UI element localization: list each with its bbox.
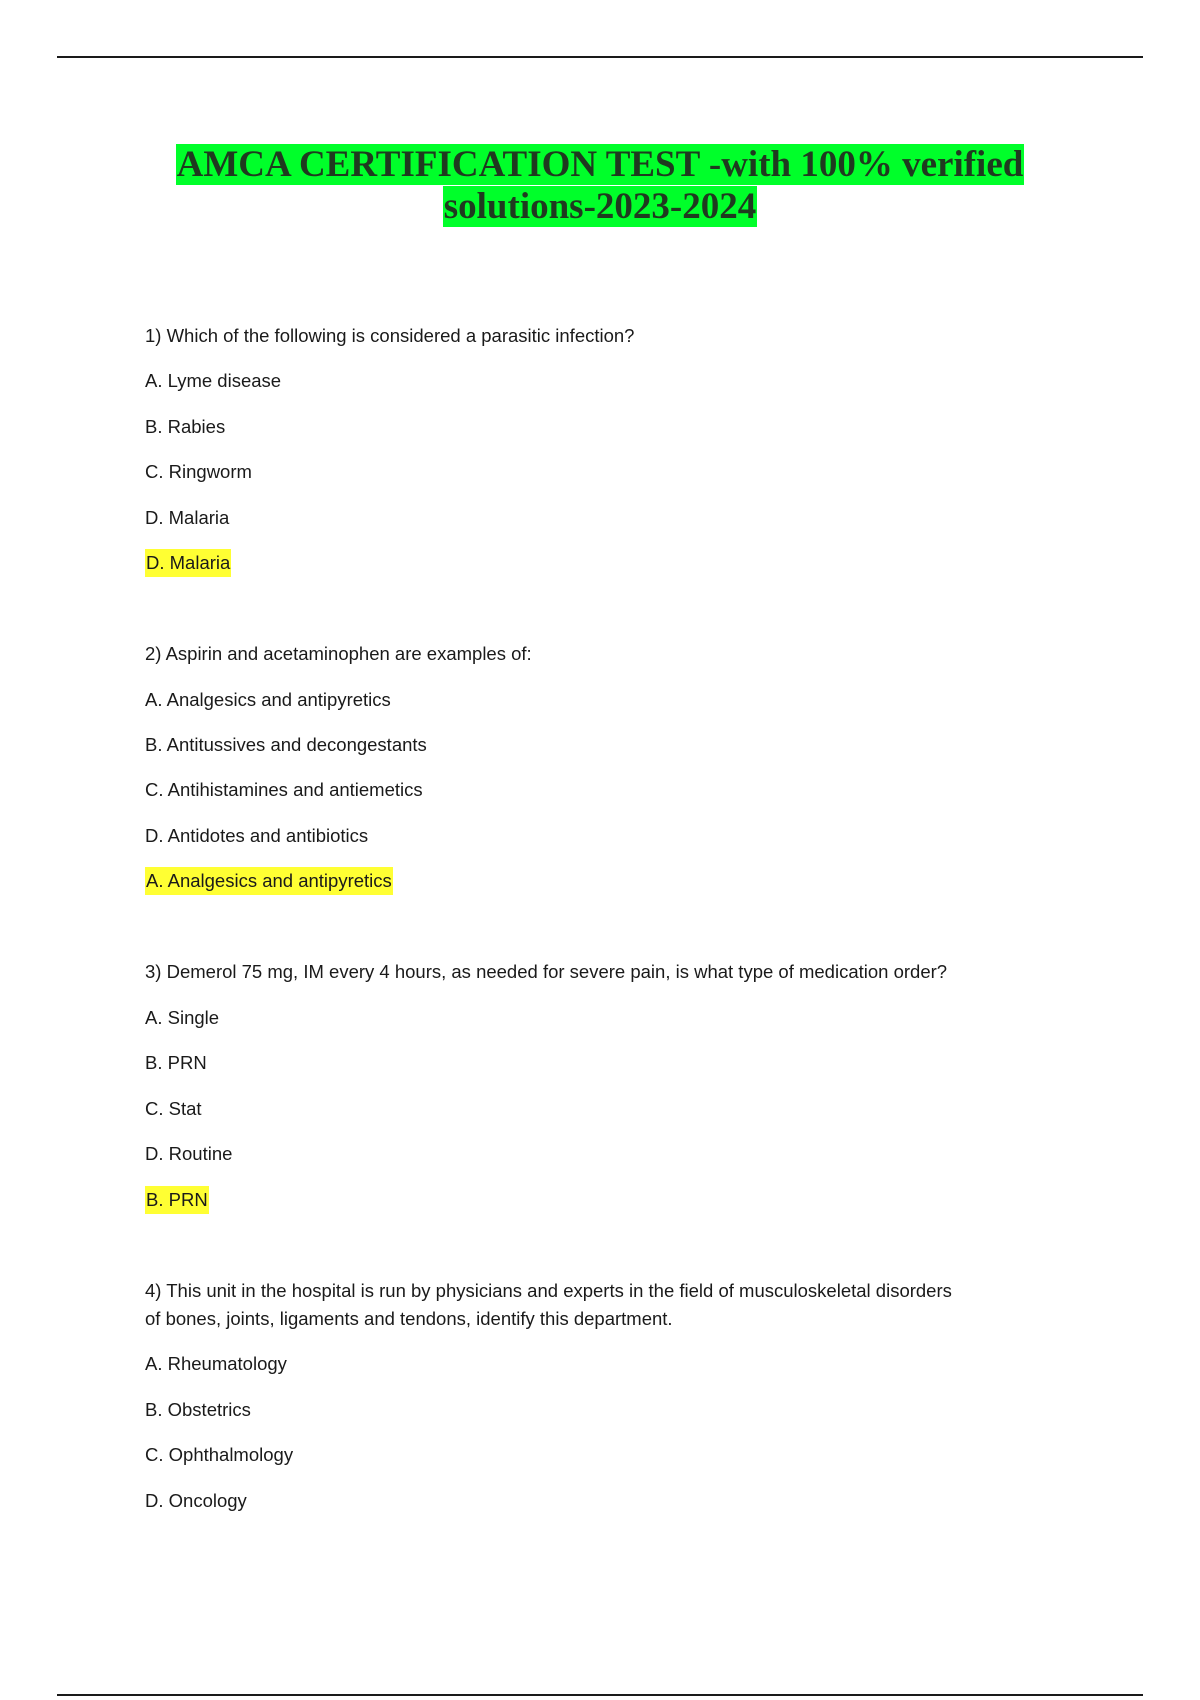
question-3-answer — [145, 1186, 209, 1214]
question-3-option-c: C. Stat — [145, 1098, 202, 1119]
question-2-option-b: B. Antitussives and decongestants — [145, 734, 427, 755]
question-2-answer — [145, 867, 393, 895]
question-2-option-d: D. Antidotes and antibiotics — [145, 825, 369, 846]
question-1-option-c: C. Ringworm — [145, 461, 252, 482]
question-1-text: 1) Which of the following is considered a parasitic infection? — [145, 325, 635, 346]
question-3-option-d: D. Routine — [145, 1143, 233, 1164]
answer-highlight: D. Malaria — [145, 549, 231, 577]
answer-highlight: B. PRN — [145, 1186, 209, 1214]
question-4-text-line-2: of bones, joints, ligaments and tendons, identify this department. — [145, 1308, 673, 1329]
question-2-option-c: C. Antihistamines and antiemetics — [145, 779, 423, 800]
question-3-text: 3) Demerol 75 mg, IM every 4 hours, as needed for severe pain, is what type of medication order? — [145, 961, 948, 982]
title-line-2: solutions-2023-2024 — [443, 186, 757, 227]
answer-highlight: A. Analgesics and antipyretics — [145, 867, 393, 895]
question-3-option-b: B. PRN — [145, 1052, 207, 1073]
document-title — [0, 144, 1200, 228]
header-rule — [57, 56, 1143, 58]
question-2-text: 2) Aspirin and acetaminophen are examples of: — [145, 643, 532, 664]
question-1-option-a: A. Lyme disease — [145, 370, 282, 391]
question-4-option-b: B. Obstetrics — [145, 1399, 251, 1420]
question-4-text-line-1: 4) This unit in the hospital is run by physicians and experts in the field of musculoskeletal disorders — [145, 1280, 952, 1301]
title-line-1: AMCA CERTIFICATION TEST -with 100% verified — [176, 144, 1024, 185]
question-4-option-a: A. Rheumatology — [145, 1353, 287, 1374]
question-3-option-a: A. Single — [145, 1007, 220, 1028]
question-4-option-c: C. Ophthalmology — [145, 1444, 294, 1465]
question-2-option-a: A. Analgesics and antipyretics — [145, 689, 391, 710]
question-4-option-d: D. Oncology — [145, 1490, 247, 1511]
question-1-option-d: D. Malaria — [145, 507, 230, 528]
question-1-answer — [145, 549, 231, 577]
footer-rule — [57, 1694, 1143, 1696]
question-1-option-b: B. Rabies — [145, 416, 226, 437]
